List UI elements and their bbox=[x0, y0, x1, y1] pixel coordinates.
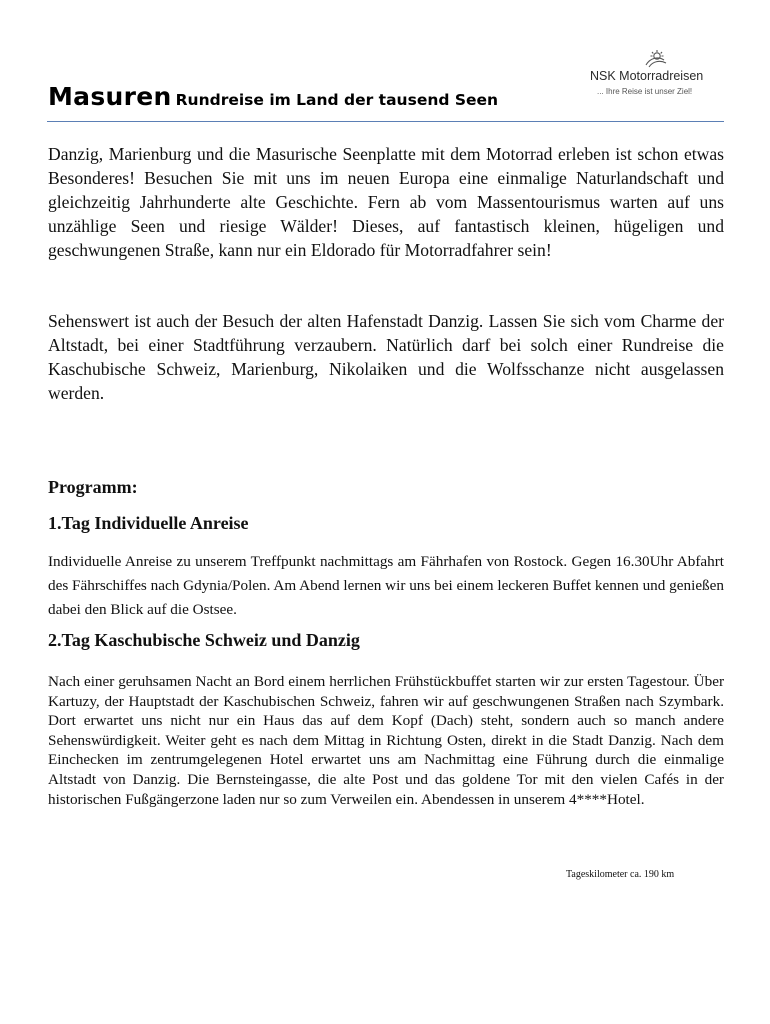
page-heading bbox=[48, 82, 498, 111]
heading-divider bbox=[47, 121, 724, 122]
brand-slogan: ... Ihre Reise ist unser Ziel! bbox=[597, 87, 693, 96]
intro-paragraph-1: Danzig, Marienburg und die Masurische Seenplatte mit dem Motorrad erleben ist schon etwas Besonderes! Besuchen Sie mit uns im neuen Europa eine einmalige Naturlandschaft und gleichzeitig Jahrhunderte alte Geschichte. Fern ab vom Massentourismus warten auf uns unzählige Seen und riesige Wälder! Dieses, auf fantastisch kleinen, hügeligen und geschwungenen Straße, kann nur ein Eldorado für Motorradfahrer sein! bbox=[48, 144, 724, 260]
day-2-text: Nach einer geruhsamen Nacht an Bord einem herrlichen Frühstückbuffet starten wir zur ersten Tagestour. Über Kartuzy, der Hauptstadt der Kaschubischen Schweiz, fahren wir auf geschwungenen Straßen nach Szymbark. Dort erwartet uns nicht nur ein Haus das auf dem Kopf (Dach) steht, sondern auch so manch andere Sehenswürdigkeit. Weiter geht es nach dem Mittag in Richtung Osten, direkt in die Stadt Danzig. Nach dem Einchecken im zentrumgelegenen Hotel erwartet uns am Nachmittag eine Führung durch die einmalige Altstadt von Danzig. Die Bernsteingasse, die alte Post und das goldene Tor mit den vielen Cafés in der historischen Fußgängerzone laden nur so zum Verweilen ein. Abendessen in unserem 4****Hotel. bbox=[48, 673, 724, 808]
program-heading: Programm: bbox=[48, 477, 138, 497]
page-subtitle: Rundreise im Land der tausend Seen bbox=[175, 91, 499, 109]
intro-paragraph-2: Sehenswert ist auch der Besuch der alten Hafenstadt Danzig. Lassen Sie sich vom Charme der Altstadt, bei einer Stadtführung verzaubern. Natürlich darf bei solch einer Rundreise die Kaschubische Schweiz, Marienburg, Nikolaiken und die Wolfsschanze nicht ausgelassen werden. bbox=[48, 311, 724, 403]
sun-swirl-icon bbox=[642, 48, 672, 70]
company-logo bbox=[584, 48, 734, 102]
brand-name: NSK Motorradreisen bbox=[590, 69, 704, 83]
page-title: Masuren bbox=[48, 82, 172, 111]
day-2-distance: Tageskilometer ca. 190 km bbox=[566, 869, 675, 880]
day-2-title: 2.Tag Kaschubische Schweiz und Danzig bbox=[48, 630, 360, 650]
day-1-text: Individuelle Anreise zu unserem Treffpunkt nachmittags am Fährhafen von Rostock. Gegen 16.30Uhr Abfahrt des Fährschiffes nach Gdynia/Polen. Am Abend lernen wir uns bei einem leckeren Buffet kennen und genießen dabei den Blick auf die Ostsee. bbox=[48, 553, 724, 618]
day-1-title: 1.Tag Individuelle Anreise bbox=[48, 513, 249, 533]
